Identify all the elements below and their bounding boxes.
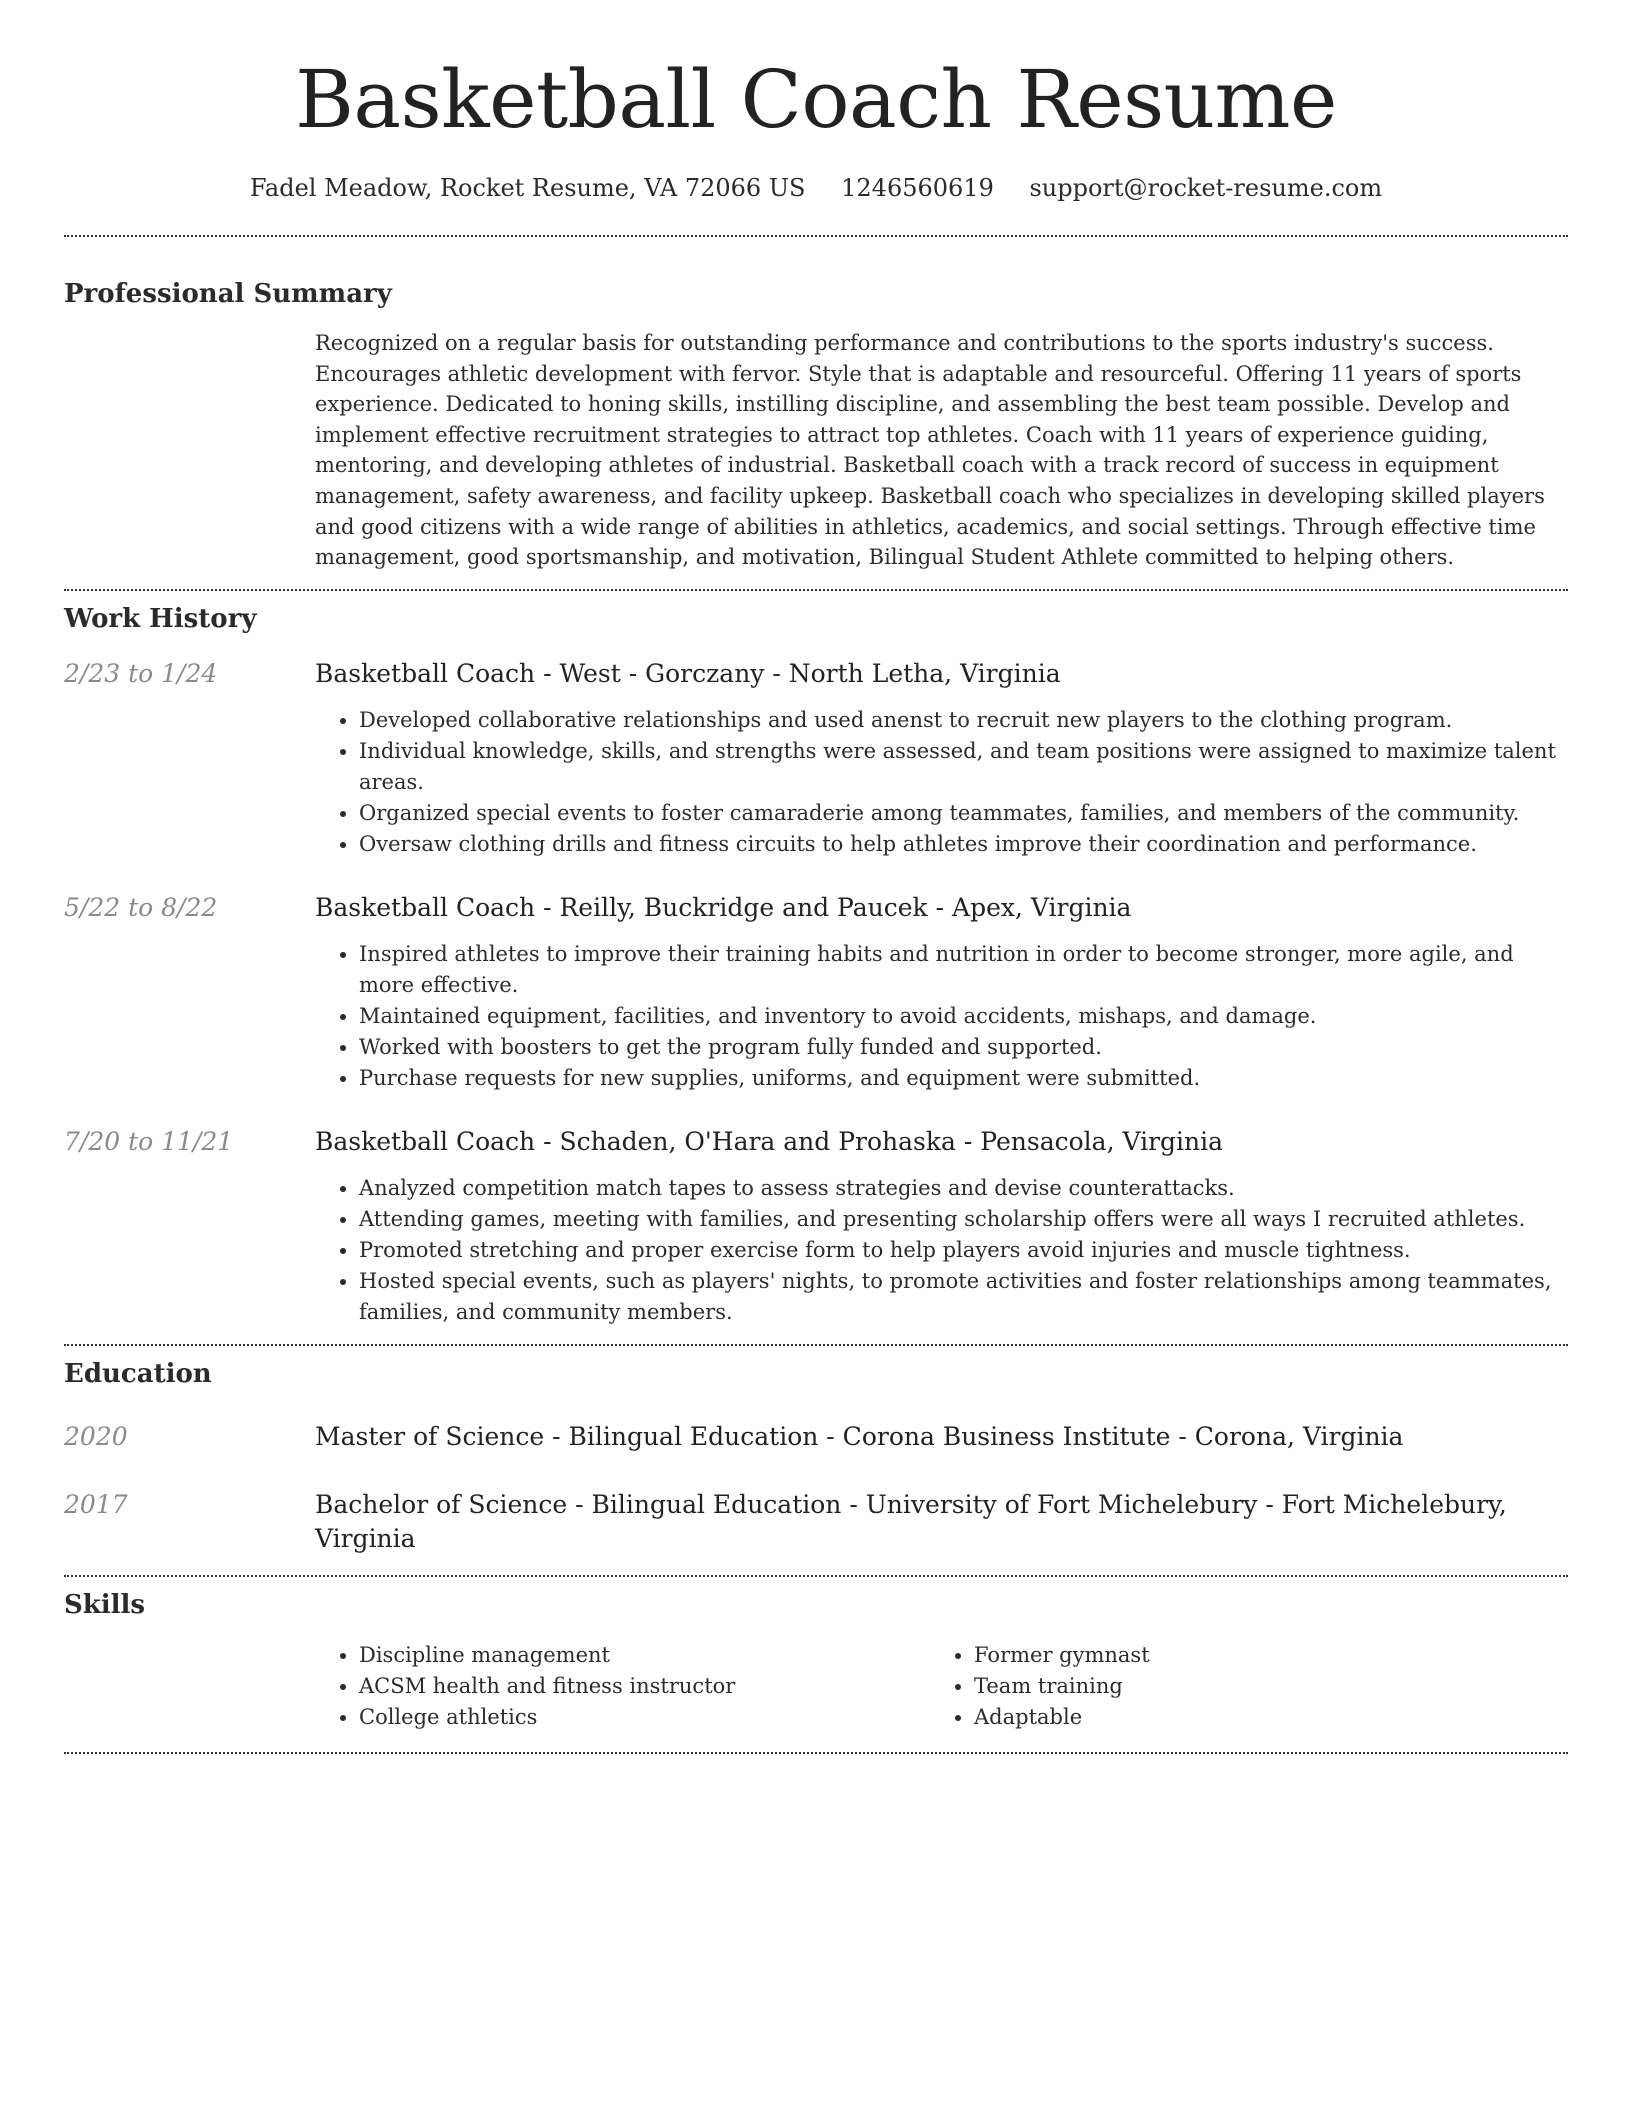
list-item: • Former gymnast — [974, 1640, 1545, 1671]
divider-header — [64, 235, 1568, 237]
education-year: 2020 — [64, 1421, 128, 1451]
work-heading: Work History — [64, 603, 257, 634]
list-item: • Developed collaborative relationships and used anenst to recruit new players to the clothing program. — [359, 705, 1568, 736]
divider-skills — [64, 1752, 1568, 1754]
job-title: Basketball Coach - West - Gorczany - North Letha, Virginia — [315, 658, 1061, 688]
job-bullets — [315, 1173, 1568, 1328]
skills-list-right — [930, 1640, 1545, 1733]
resume-page — [64, 0, 1568, 1754]
list-item: • ACSM health and fitness instructor — [359, 1671, 930, 1702]
contact-phone: 1246560619 — [841, 174, 994, 202]
list-item: • Adaptable — [974, 1702, 1545, 1733]
list-item: • Inspired athletes to improve their training habits and nutrition in order to become stronger, more agile, and more effective. — [359, 939, 1568, 1001]
skills-column-right — [930, 1640, 1545, 1733]
resume-title: Basketball Coach Resume — [295, 53, 1337, 146]
list-item: • Worked with boosters to get the program fully funded and supported. — [359, 1032, 1568, 1063]
job-entry — [64, 891, 1568, 1094]
list-item: • Analyzed competition match tapes to assess strategies and devise counterattacks. — [359, 1173, 1568, 1204]
education-entry — [64, 1420, 1568, 1454]
education-entry — [64, 1488, 1568, 1556]
contact-line — [64, 172, 1568, 204]
job-title: Basketball Coach - Reilly, Buckridge and Paucek - Apex, Virginia — [315, 892, 1132, 922]
job-dates: 2/23 to 1/24 — [64, 658, 218, 688]
list-item: • College athletics — [359, 1702, 930, 1733]
job-entry — [64, 657, 1568, 860]
divider-education — [64, 1575, 1568, 1577]
contact-email: support@rocket-resume.com — [1029, 174, 1383, 202]
list-item: • Attending games, meeting with families, and presenting scholarship offers were all ways I recruited athletes. — [359, 1204, 1568, 1235]
education-heading: Education — [64, 1358, 212, 1389]
work-section — [64, 602, 1568, 1328]
summary-section — [64, 277, 1568, 573]
education-degree: Master of Science - Bilingual Education - Corona Business Institute - Corona, Virginia — [315, 1421, 1404, 1451]
job-entry — [64, 1125, 1568, 1328]
list-item: • Promoted stretching and proper exercise form to help players avoid injuries and muscle tightness. — [359, 1235, 1568, 1266]
list-item: • Organized special events to foster camaraderie among teammates, families, and members of the community. — [359, 798, 1568, 829]
summary-heading: Professional Summary — [64, 279, 392, 309]
list-item: • Oversaw clothing drills and fitness circuits to help athletes improve their coordination and performance. — [359, 829, 1568, 860]
education-section — [64, 1357, 1568, 1556]
contact-address: Fadel Meadow, Rocket Resume, VA 72066 US — [249, 174, 806, 202]
job-dates: 7/20 to 11/21 — [64, 1126, 234, 1156]
list-item: • Purchase requests for new supplies, uniforms, and equipment were submitted. — [359, 1063, 1568, 1094]
list-item: • Discipline management — [359, 1640, 930, 1671]
list-item: • Hosted special events, such as players' nights, to promote activities and foster relationships among teammates, families, and community members. — [359, 1266, 1568, 1328]
skills-section — [64, 1588, 1568, 1733]
education-year: 2017 — [64, 1489, 128, 1519]
list-item: • Maintained equipment, facilities, and inventory to avoid accidents, mishaps, and damage. — [359, 1001, 1568, 1032]
skills-grid — [315, 1640, 1568, 1733]
job-dates: 5/22 to 8/22 — [64, 892, 218, 922]
skills-column-left — [315, 1640, 930, 1733]
education-degree: Bachelor of Science - Bilingual Education - University of Fort Michelebury - Fort Michelebury, Virginia — [315, 1489, 1507, 1553]
job-title: Basketball Coach - Schaden, O'Hara and Prohaska - Pensacola, Virginia — [315, 1126, 1224, 1156]
summary-text: Recognized on a regular basis for outstanding performance and contributions to the sports industry's success. Encourages athletic development with fervor. Style that is adaptable and resourceful. Offering 11 years of sports experience. Dedicated to honing skills, instilling discipline, and assembling the best team possible. Develop and implement effective recruitment strategies to attract top athletes. Coach with 11 years of experience guiding, mentoring, and developing athletes of industrial. Basketball coach with a track record of success in equipment management, safety awareness, and facility upkeep. Basketball coach who specializes in developing skilled players and good citizens with a wide range of abilities in athletics, academics, and social settings. Through effective time management, good sportsmanship, and motivation, Bilingual Student Athlete committed to helping others. — [315, 331, 1545, 570]
job-bullets — [315, 939, 1568, 1094]
divider-summary — [64, 589, 1568, 591]
skills-list-left — [315, 1640, 930, 1733]
list-item: • Individual knowledge, skills, and strengths were assessed, and team positions were assigned to maximize talent areas. — [359, 736, 1568, 798]
skills-heading: Skills — [64, 1589, 146, 1620]
list-item: • Team training — [974, 1671, 1545, 1702]
divider-work — [64, 1344, 1568, 1346]
job-bullets — [315, 705, 1568, 860]
